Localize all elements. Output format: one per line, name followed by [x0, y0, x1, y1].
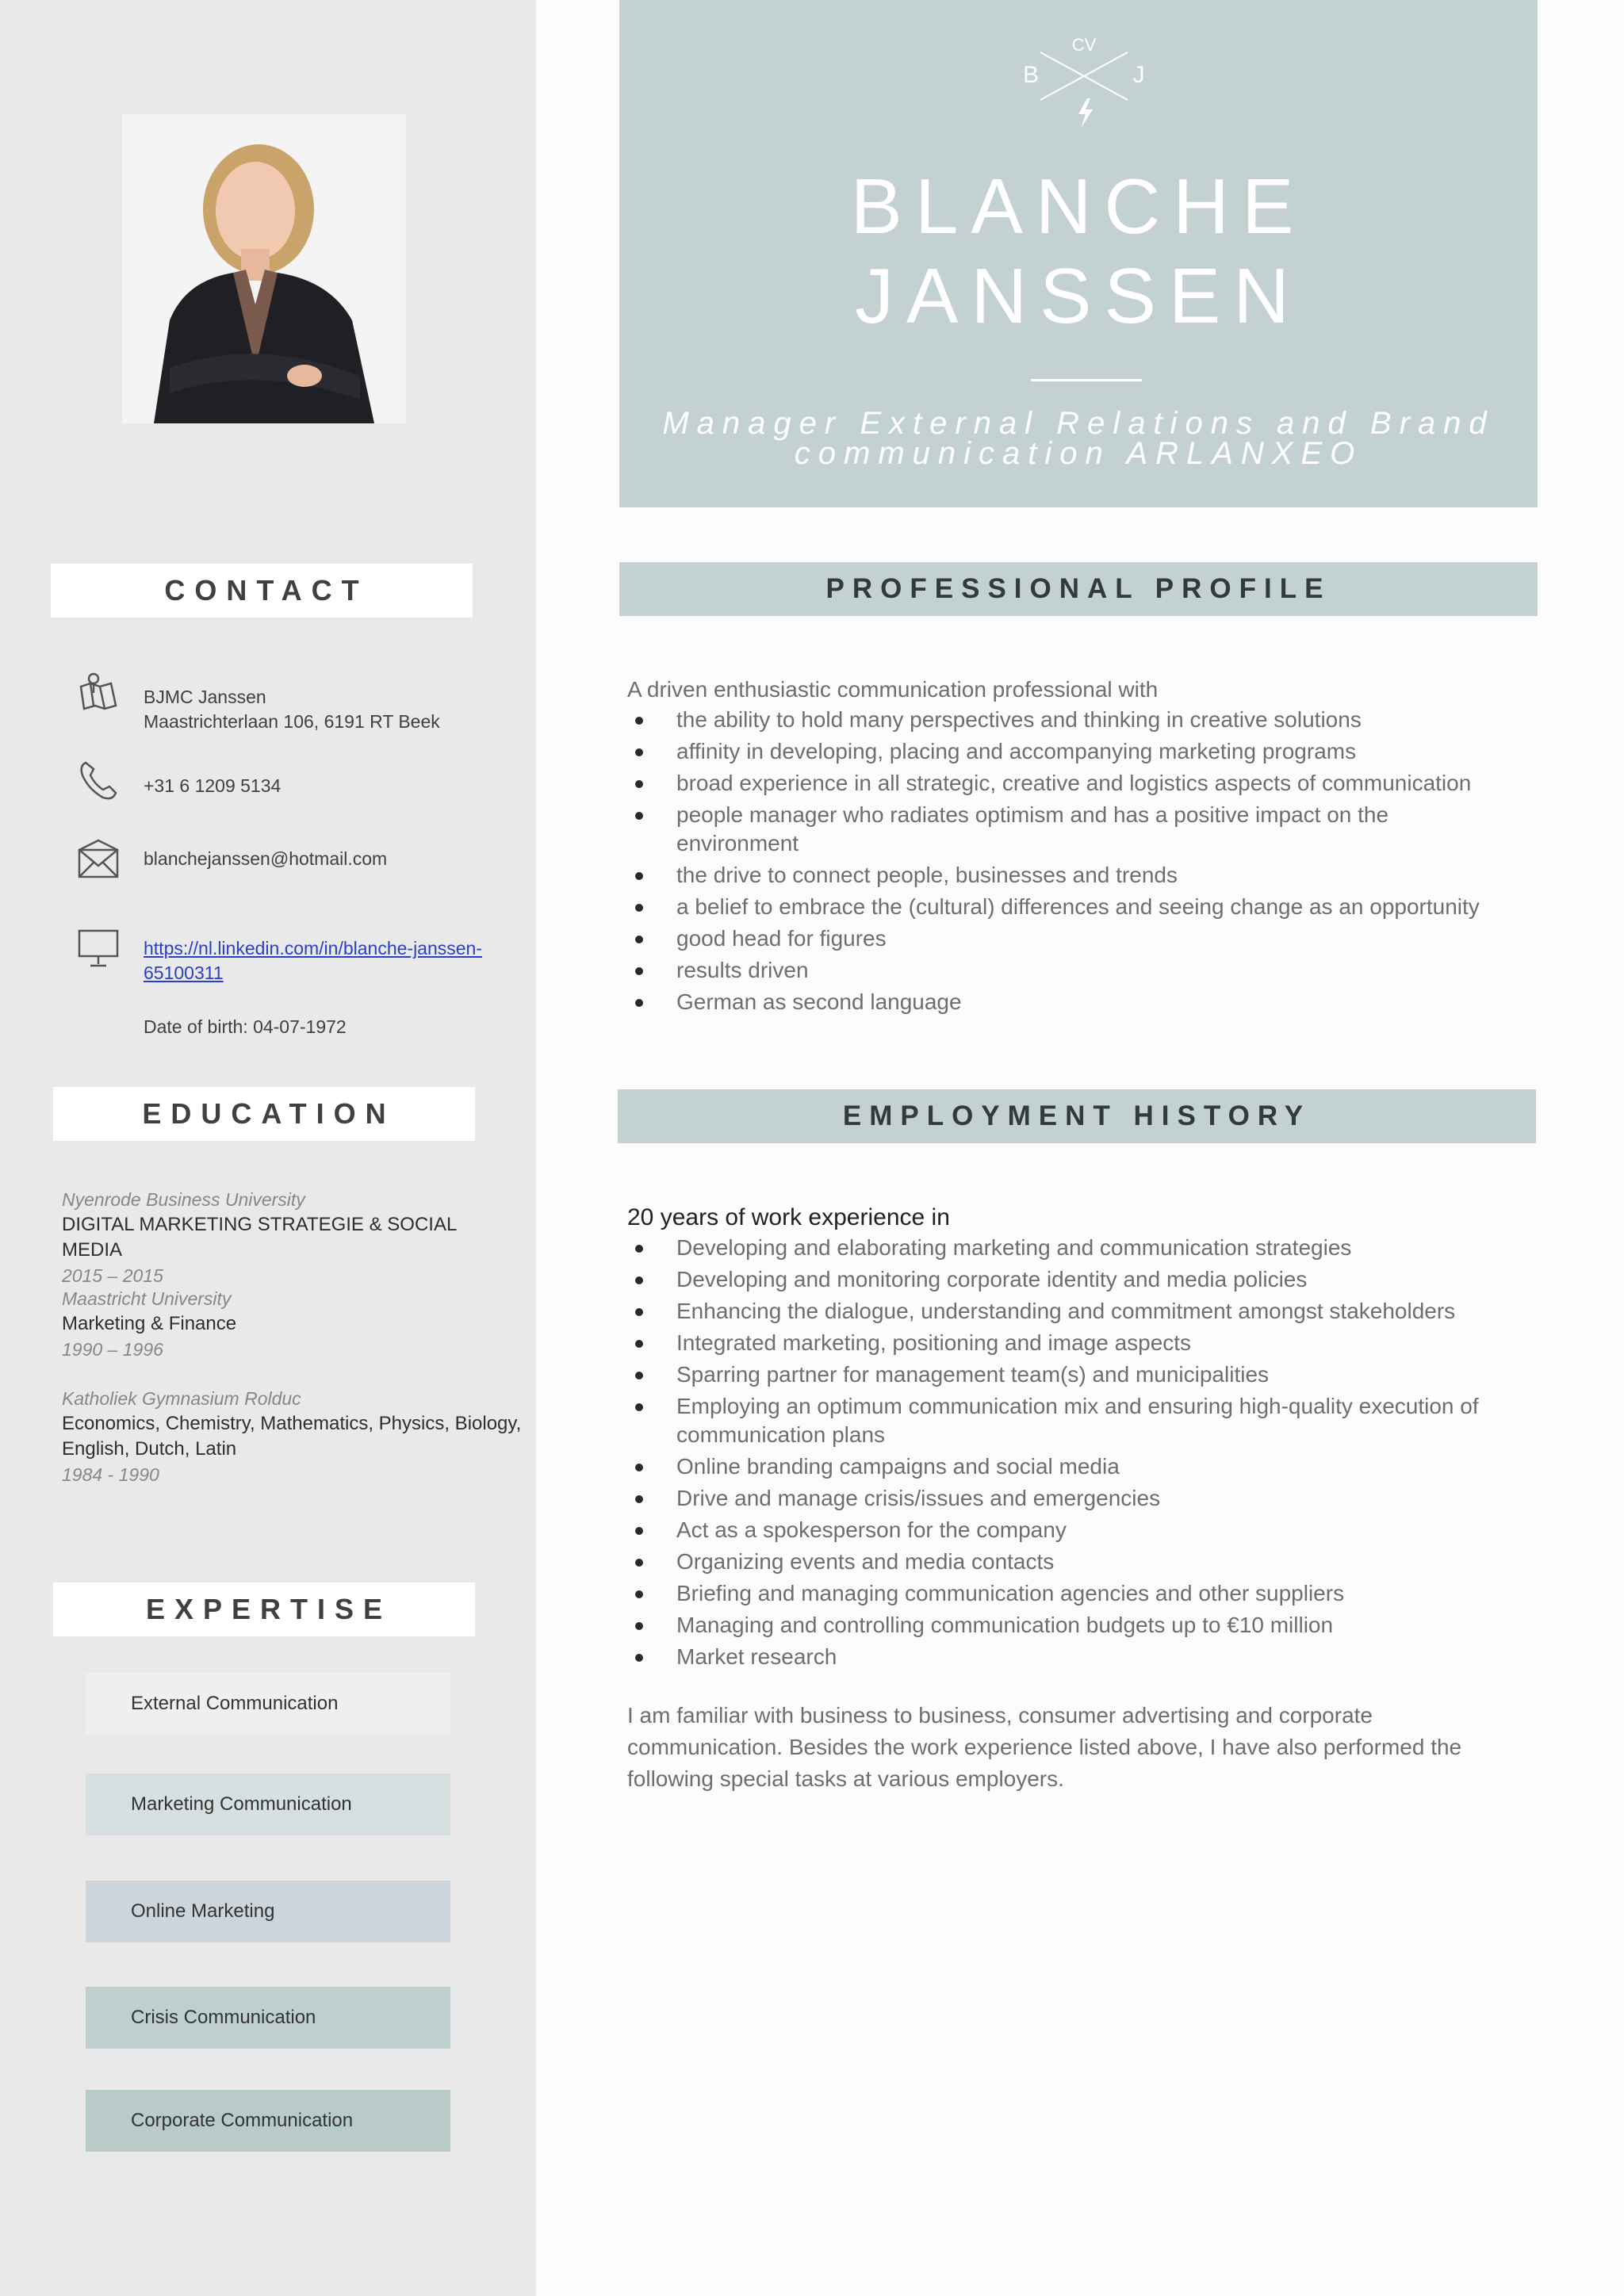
address-street: Maastrichterlaan 106, 6191 RT Beek [144, 711, 440, 732]
employment-heading: EMPLOYMENT HISTORY [618, 1089, 1536, 1143]
name-first: BLANCHE [850, 163, 1307, 250]
list-item: Developing and monitoring corporate identity and media policies [627, 1265, 1531, 1294]
linkedin-link[interactable] [144, 936, 482, 985]
list-item: broad experience in all strategic, creative and logistics aspects of communication [627, 769, 1531, 798]
employment-list [627, 1234, 1531, 1671]
education-item [62, 1386, 530, 1487]
education-institution: Maastricht University [62, 1288, 232, 1309]
list-item: Market research [627, 1643, 1531, 1671]
education-program-cont: English, Dutch, Latin [62, 1438, 237, 1460]
list-item: the drive to connect people, businesses and trends [627, 861, 1531, 890]
name-last: JANSSEN [854, 252, 1302, 339]
list-item: Briefing and managing communication agencies and other suppliers [627, 1579, 1531, 1608]
education-heading: EDUCATION [53, 1087, 475, 1141]
expertise-item-online-marketing: Online Marketing [86, 1881, 450, 1942]
monogram-b: B [1022, 62, 1040, 88]
employment-section [627, 1202, 1531, 1795]
expertise-heading: EXPERTISE [53, 1582, 475, 1636]
linkedin-link-line2[interactable]: 65100311 [144, 962, 224, 983]
profile-photo [122, 114, 406, 423]
list-item: the ability to hold many perspectives and thinking in creative solutions [627, 706, 1531, 734]
expertise-item-marketing-communication: Marketing Communication [86, 1774, 450, 1835]
employment-closing: I am familiar with business to business, consumer advertising and corporate communication. Besides the work experience listed above, I have also performed the following special tasks at various employers. [627, 1703, 1462, 1791]
list-item: a belief to embrace the (cultural) differences and seeing change as an opportunity [627, 893, 1531, 921]
expertise-item-external-communication: External Communication [86, 1673, 450, 1735]
portrait-image [122, 114, 406, 423]
education-program: Marketing & Finance [62, 1313, 237, 1334]
header-divider [1031, 379, 1142, 381]
list-item: Enhancing the dialogue, understanding and commitment amongst stakeholders [627, 1297, 1531, 1326]
list-item: affinity in developing, placing and accompanying marketing programs [627, 737, 1531, 766]
lightning-icon [1078, 98, 1093, 128]
list-item: Drive and manage crisis/issues and emergencies [627, 1484, 1531, 1513]
address-name: BJMC Janssen [144, 687, 266, 707]
employment-lead: 20 years of work experience in [627, 1204, 950, 1230]
list-item: results driven [627, 956, 1531, 985]
list-item: Employing an optimum communication mix and ensuring high-quality execution of communication plans [627, 1392, 1531, 1449]
phone-number[interactable]: +31 6 1209 5134 [144, 775, 282, 796]
expertise-item-corporate-communication: Corporate Communication [86, 2090, 450, 2152]
profile-list [627, 706, 1531, 1016]
monogram-logo [1017, 29, 1151, 132]
map-icon [76, 669, 121, 714]
list-item: Integrated marketing, positioning and image aspects [627, 1329, 1531, 1357]
profile-heading: PROFESSIONAL PROFILE [619, 562, 1538, 616]
education-program: Economics, Chemistry, Mathematics, Physics, Biology, [62, 1413, 522, 1434]
education-years: 1990 – 1996 [62, 1339, 163, 1360]
envelope-icon [76, 837, 121, 882]
list-item: Managing and controlling communication budgets up to €10 million [627, 1611, 1531, 1640]
profile-intro: A driven enthusiastic communication professional with [627, 677, 1159, 702]
education-institution: Katholiek Gymnasium Rolduc [62, 1388, 301, 1409]
list-item: Organizing events and media contacts [627, 1548, 1531, 1576]
job-title-line2: communication ARLANXEO [794, 436, 1363, 471]
education-years: 1984 - 1990 [62, 1464, 159, 1485]
date-of-birth: Date of birth: 04-07-1972 [144, 1016, 347, 1037]
job-title-line1: Manager External Relations and Brand [662, 406, 1495, 441]
education-institution: Nyenrode Business University [62, 1189, 305, 1210]
list-item: Online branding campaigns and social media [627, 1452, 1531, 1481]
list-item: people manager who radiates optimism and has a positive impact on the environment [627, 801, 1531, 858]
list-item: good head for figures [627, 924, 1531, 953]
email-address[interactable]: blanchejanssen@hotmail.com [144, 848, 388, 869]
education-item [62, 1286, 522, 1362]
phone-icon [76, 758, 121, 802]
list-item: Sparring partner for management team(s) and municipalities [627, 1360, 1531, 1389]
education-program: DIGITAL MARKETING STRATEGIE & SOCIAL MEDIA [62, 1214, 457, 1261]
expertise-item-crisis-communication: Crisis Communication [86, 1987, 450, 2049]
education-years: 2015 – 2015 [62, 1265, 163, 1286]
profile-section [627, 674, 1531, 1020]
monogram-cv: CV [1071, 35, 1097, 55]
list-item: Developing and elaborating marketing and communication strategies [627, 1234, 1531, 1262]
contact-heading: CONTACT [51, 564, 473, 618]
education-item [62, 1187, 522, 1288]
linkedin-link-line1[interactable]: https://nl.linkedin.com/in/blanche-janssen- [144, 938, 483, 959]
monogram-j: J [1132, 62, 1145, 88]
list-item: German as second language [627, 988, 1531, 1016]
monitor-icon [76, 926, 121, 970]
list-item: Act as a spokesperson for the company [627, 1516, 1531, 1544]
